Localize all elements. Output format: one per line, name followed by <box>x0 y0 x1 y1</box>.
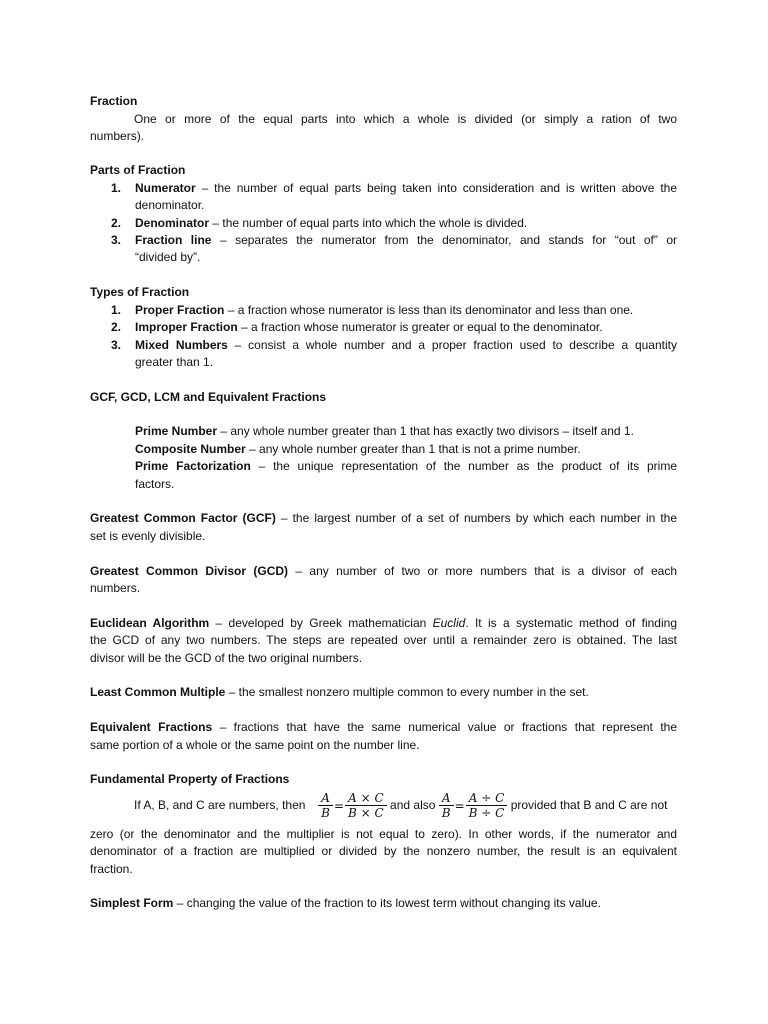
fundamental-property-line-3: denominator of a fraction are multiplied or divided by the nonzero number, the result is an equivalent <box>90 844 677 858</box>
definition-gcf-cont: set is evenly divisible. <box>90 529 206 543</box>
definition-lcm: Least Common Multiple – the smallest nonzero multiple common to every number in the set. <box>90 685 589 699</box>
equals-sign-2: = <box>454 798 465 813</box>
formula-intro-text: If A, B, and C are numbers, then <box>134 798 306 812</box>
heading-types-of-fraction: Types of Fraction <box>90 285 190 299</box>
definition-euclidean-algorithm-line-2: the GCD of any two numbers. The steps are repeated over until a remainder zero is obtained. The last <box>90 633 677 647</box>
fundamental-property-line-2: zero (or the denominator and the multiplier is not equal to zero). In other words, if the numerator and <box>90 827 677 841</box>
definition-simplest-form: Simplest Form – changing the value of the fraction to its lowest term without changing its value. <box>90 896 601 910</box>
fraction-axc-over-bxc: $\frac{A \times C}{B \times C}$ <box>345 791 387 820</box>
heading-fraction: Fraction <box>90 94 138 108</box>
list-item-mixed-numbers-cont: greater than 1. <box>135 355 214 369</box>
list-item-fraction-line: 3. Fraction line – separates the numerator from the denominator, and stands for “out of” or <box>111 233 678 247</box>
list-item-proper-fraction: 1. Proper Fraction – a fraction whose numerator is less than its denominator and less than one. <box>111 303 634 317</box>
definition-gcf: Greatest Common Factor (GCF) – the largest number of a set of numbers by which each number in the <box>90 511 678 525</box>
formula-provided-text: provided that B and C are not <box>510 798 668 812</box>
heading-parts-of-fraction: Parts of Fraction <box>90 163 186 177</box>
fraction-a-over-b-2: $\frac{A}{B}$ <box>439 791 454 820</box>
fundamental-property-line-4: fraction. <box>90 862 133 876</box>
heading-gcf-gcd-lcm: GCF, GCD, LCM and Equivalent Fractions <box>90 390 327 404</box>
definition-composite-number: Composite Number – any whole number greater than 1 that is not a prime number. <box>135 442 581 456</box>
heading-fundamental-property: Fundamental Property of Fractions <box>90 772 290 786</box>
definition-equivalent-fractions: Equivalent Fractions – fractions that have the same numerical value or fractions that represent the <box>90 720 677 734</box>
definition-equivalent-fractions-cont: same portion of a whole or the same point on the number line. <box>90 738 420 752</box>
list-item-mixed-numbers: 3. Mixed Numbers – consist a whole number and a proper fraction used to describe a quantity <box>111 338 677 352</box>
equals-sign: = <box>333 798 345 813</box>
definition-prime-factorization-cont: factors. <box>135 477 175 491</box>
list-item-improper-fraction: 2. Improper Fraction – a fraction whose numerator is greater or equal to the denominator. <box>111 320 603 334</box>
definition-gcd-cont: numbers. <box>90 581 141 595</box>
fraction-definition-line-2: numbers). <box>90 129 145 143</box>
formula-and-also-text: and also <box>390 798 436 812</box>
definition-prime-factorization: Prime Factorization – the unique representation of the number as the product of its prime <box>135 459 677 473</box>
fundamental-property-formula-line <box>134 788 667 823</box>
definition-gcd: Greatest Common Divisor (GCD) – any number of two or more numbers that is a divisor of each <box>90 564 678 578</box>
fraction-a-over-b: $\frac{A}{B}$ <box>318 791 333 820</box>
fraction-adivc-over-bdivc: $\frac{A \div C}{B \div C}$ <box>466 791 508 820</box>
definition-euclidean-algorithm: Euclidean Algorithm – developed by Greek mathematician Euclid. It is a systematic method of finding <box>90 616 677 630</box>
fraction-definition-line-1: One or more of the equal parts into which a whole is divided (or simply a ration of two <box>134 112 677 126</box>
list-item-fraction-line-cont: “divided by”. <box>135 250 201 264</box>
list-item-numerator: 1. Numerator – the number of equal parts being taken into consideration and is written above the <box>111 181 677 195</box>
definition-prime-number: Prime Number – any whole number greater than 1 that has exactly two divisors – itself and 1. <box>135 424 634 438</box>
list-item-denominator: 2. Denominator – the number of equal parts into which the whole is divided. <box>111 216 528 230</box>
list-item-numerator-cont: denominator. <box>135 198 205 212</box>
definition-euclidean-algorithm-line-3: divisor will be the GCD of the two original numbers. <box>90 651 363 665</box>
